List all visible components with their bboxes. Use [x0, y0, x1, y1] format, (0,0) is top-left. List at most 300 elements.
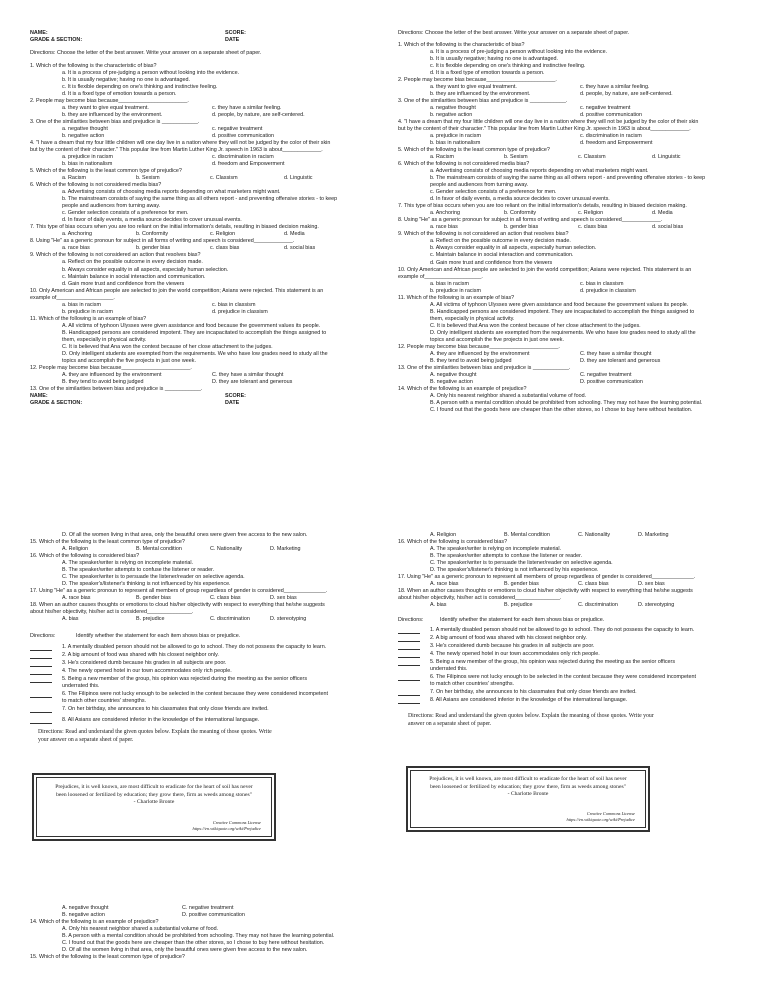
score-label: SCORE: [225, 392, 246, 399]
answer-blank[interactable] [398, 627, 420, 634]
option: A. The speaker/writer is relying on incomplete material. [430, 546, 562, 553]
question: 2. People may become bias because_______________________. [30, 98, 189, 105]
option: D. they are tolerant and generous [212, 378, 293, 385]
answer-blank[interactable] [30, 717, 52, 724]
option: B. they tend to avoid being judged [62, 378, 144, 385]
question: 7. This type of bias occurs when you are too reliant on the initial information's details, resulting in biased decision making. [398, 203, 687, 210]
directions: Directions: Choose the letter of the best answer. Write your answer on a separate sheet of paper. [398, 30, 630, 36]
list-item [30, 717, 330, 724]
option-row [398, 154, 748, 161]
option: d. social bias [652, 224, 684, 231]
option: a. they want to give equal treatment. [62, 105, 149, 112]
option-row [398, 140, 748, 147]
page-top-left [30, 30, 380, 407]
license-title: Creative Commons License [212, 820, 261, 826]
header-row [30, 400, 380, 407]
option: B. The speaker/writer attempts to confuse the listener or reader. [62, 567, 215, 574]
option-row [398, 581, 748, 588]
option: c. class bias [578, 224, 608, 231]
option-row [30, 175, 380, 182]
option-row [30, 112, 380, 119]
option: d. In favor of daily events, a media source decides to cover unusual events. [430, 196, 610, 203]
option: b. negative action [62, 133, 105, 140]
option: a. bias in racism [62, 301, 101, 308]
answer-blank[interactable] [398, 635, 420, 642]
question: about his/her objectivity, his/her act is considered_______________. [30, 609, 194, 616]
identification-list [398, 627, 698, 704]
option: B. Mental condition [504, 532, 550, 538]
option: c. Gender selection consists of a preference for men. [62, 210, 189, 217]
question: 9. Which of the following is not considered an action that resolves bias? [398, 231, 569, 238]
answer-blank[interactable] [398, 689, 420, 696]
option: d. It is a fixed type of emotion towards a person. [430, 70, 545, 77]
option: b. The mainstream consists of saying the same thing as all others report - and preventing offensive stories - to keep [62, 196, 338, 203]
option: B. negative action [62, 912, 105, 919]
option: c. Religion [578, 210, 604, 217]
option-row [398, 84, 748, 91]
question: 17. Using "He" as a generic pronoun to represent all members of group regardless of gender is considered______________. [30, 588, 328, 595]
option: d. Media [652, 210, 673, 217]
option: B. Handicapped persons are considered impotent. They are incapacitated to accomplish the things assigned to [430, 308, 695, 315]
list-item [398, 651, 698, 658]
option: c. Gender selection consists of a preference for men. [430, 189, 557, 196]
option: C. they have a similar thought [212, 371, 284, 378]
question: 10. Only American and African people are selected to join the world competition; Asians were rejected. This statement is an [398, 266, 692, 273]
option: b. negative action [430, 112, 473, 119]
header-row [30, 393, 380, 400]
item-text: 6. The Filipinos were not lucky enough to be selected in the contest because they were considered incompetent to match other countries' strengths. [62, 691, 328, 705]
option: c. they have a similar feeling. [212, 105, 282, 112]
option: b. bias in nationalism [62, 161, 113, 168]
option: a. Advertising consists of choosing media reports depending on what marketers might want. [430, 168, 649, 175]
option: c. they have a similar feeling. [580, 84, 650, 91]
option: d. In favor of daily events, a media source decides to cover unusual events. [62, 217, 242, 224]
question: 13. One of the similarities between bias and prejudice is ____________. [30, 385, 203, 392]
option: D. stereotyping [638, 602, 675, 609]
option: A. race bias [430, 581, 459, 588]
option: C. negative treatment [580, 371, 632, 378]
option: b. Sexism [136, 175, 160, 182]
option: C. I found out that the goods here are cheaper than the other stores, so I chose to buy here without hesitation. [430, 406, 693, 413]
item-text: 4. The newly opened hotel in our town accommodates only rich people. [430, 651, 600, 658]
option-row [398, 91, 748, 98]
item-text: 1. A mentally disabled person should not be allowed to go to school. They do not possess the capacity to learn. [62, 644, 327, 651]
option-row [398, 351, 748, 358]
option-row [398, 112, 748, 119]
name-label: NAME: [30, 392, 48, 399]
answer-blank[interactable] [30, 660, 52, 667]
directions-label: Directions: [30, 633, 56, 640]
question: 2. People may become bias because_______________________. [398, 77, 557, 84]
directions-text: Identify whether the statement for each item shows bias or prejudice. [440, 617, 605, 624]
option: B. prejudice [504, 602, 533, 609]
date-label: DATE [225, 37, 240, 44]
option: c. Maintain balance in social interaction and communication. [62, 273, 206, 280]
question: 8. Using "He" as a generic pronoun for subject in all forms of writing and speech is considered_____________. [398, 217, 663, 224]
item-text: 7. On her birthday, she announces to his classmates that only close friends are invited. [430, 689, 637, 696]
option: D. sex bias [638, 581, 665, 588]
answer-blank[interactable] [398, 651, 420, 658]
item-text: 1. A mentally disabled person should not be allowed to go to school. They do not possess the capacity to learn. [430, 627, 695, 634]
item-text: 6. The Filipinos were not lucky enough to be selected in the contest because they were considered incompetent to match other countries' strengths. [430, 674, 696, 688]
option: B. prejudice [136, 616, 165, 623]
quote-directions: Directions: Read and understand the given quotes below. Explain the meaning of those quotes. Write your answer on a separate sheet of paper. [408, 713, 654, 727]
option: A. race bias [62, 595, 91, 602]
option: A. All victims of typhoon Ulysses were given assistance and food because the government values its people. [430, 301, 689, 308]
option: d. Gain more trust and confidence from the viewers [430, 259, 553, 266]
option: A. negative thought [62, 905, 109, 911]
option: C. It is believed that Ana won the contest because of her close attachment to the judges. [430, 322, 641, 329]
option: d. people, by nature, are self-centered. [580, 91, 673, 98]
option: D. Marketing [270, 546, 301, 553]
question: 6. Which of the following is not considered media bias? [398, 161, 530, 168]
option: b. Conformity [504, 210, 537, 217]
option: A. Only his nearest neighbor shared a substantial volume of food. [430, 392, 587, 399]
header-row [30, 30, 380, 37]
answer-blank[interactable] [30, 691, 52, 698]
item-text: 2. A big amount of food was shared with his closest neighbor only. [430, 635, 587, 642]
option: b. It is usually negative; having no one is advantaged. [430, 56, 558, 63]
grade-label: GRADE & SECTION: [30, 37, 83, 44]
list-item [398, 689, 698, 696]
option: B. The speaker/writer attempts to confuse the listener or reader. [430, 553, 583, 560]
question: 11. Which of the following is an example of bias? [30, 315, 147, 322]
directions: Directions: Choose the letter of the best answer. Write your answer on a separate sheet of paper. [30, 50, 262, 57]
option: c. bias in classism [212, 301, 256, 308]
option-row [30, 595, 380, 602]
option: c. class bias [210, 245, 240, 252]
option: A. Only his nearest neighbor shared a substantial volume of food. [62, 926, 219, 933]
option: A. negative thought [430, 371, 477, 378]
option-row [398, 224, 748, 231]
option-row [398, 372, 748, 379]
option: b. Always consider equality in all aspects, especially human selection. [430, 245, 597, 252]
option-row [30, 161, 380, 168]
option: C. It is believed that Ana won the contest because of her close attachment to the judges. [62, 343, 273, 350]
item-text: 7. On her birthday, she announces to his classmates that only close friends are invited. [62, 706, 269, 713]
option: D. The speaker's/listener's thinking is not influenced by his experience. [62, 581, 231, 588]
option: b. It is usually negative; having no one is advantaged. [62, 77, 190, 84]
list-item [398, 627, 698, 634]
option: people and audiences from turning away. [430, 182, 529, 189]
option: d. freedom and Empowerment [580, 140, 653, 147]
option: c. negative treatment [212, 126, 263, 133]
option: D. Only intelligent students are exempted from the requirements. We who have low grades need to study all the [62, 350, 328, 357]
question: 10. Only American and African people are selected to join the world competition; Asians were rejected. This statement is an [30, 287, 324, 294]
option: D. positive communication [182, 912, 245, 919]
option: b. gender bias [504, 224, 539, 231]
option: C. class bias [210, 595, 241, 602]
list-item [398, 697, 698, 704]
list-item [30, 691, 330, 705]
option: A. Religion [430, 532, 457, 538]
option-row [30, 231, 380, 238]
question: 16. Which of the following is considered bias? [30, 553, 140, 560]
option: a. It is a process of pre-judging a person without looking into the evidence. [430, 49, 608, 56]
option: D. positive communication [580, 378, 643, 385]
option: D. Marketing [638, 532, 669, 538]
option: c. Classism [578, 154, 606, 161]
option-row [398, 358, 748, 365]
license [567, 811, 635, 823]
question: 17. Using "He" as a generic pronoun to represent all members of group regardless of gender is considered______________. [398, 574, 696, 581]
option-row [30, 372, 380, 379]
directions-label: Directions: [398, 617, 424, 624]
answer-blank[interactable] [30, 706, 52, 713]
option: A. bias [62, 616, 79, 623]
option: a. Anchoring [62, 231, 92, 238]
quote-box [406, 766, 650, 832]
option-row [30, 546, 380, 553]
option: B. gender bias [504, 581, 539, 588]
option: C. The speaker/writer is to persuade the listener/reader on selective agenda. [62, 574, 245, 581]
question: example of___________________. [30, 294, 115, 301]
option: a. Reflect on the possible outcome in every decision made. [430, 238, 571, 245]
item-text: 5. Being a new member of the group, his opinion was rejected during the meeting as the senior officers underrated this. [430, 659, 676, 673]
option: A. bias [430, 602, 447, 609]
question: 6. Which of the following is not considered media bias? [30, 182, 162, 189]
question: 11. Which of the following is an example of bias? [398, 294, 515, 301]
item-text: 8. All Asians are considered inferior in the knowledge of the international language. [430, 697, 628, 704]
option: C. Nationality [578, 532, 611, 538]
option: a. Reflect on the possible outcome in every decision made. [62, 259, 203, 266]
answer-blank[interactable] [398, 659, 420, 666]
page-mid-left [30, 532, 380, 744]
quote-directions: Directions: Read and understand the given quotes below. Explain the meaning of those quotes. Write your answer on a separate sheet of paper. [38, 729, 272, 743]
option: a. race bias [62, 245, 90, 252]
item-text: 3. He's considered dumb because his grades in all subjects are poor. [62, 660, 227, 667]
option: B. gender bias [136, 595, 171, 602]
question: 7. This type of bias occurs when you are too reliant on the initial information's details, resulting in biased decision making. [30, 224, 319, 231]
question: 14. Which of the following is an example of prejudice? [30, 919, 159, 926]
question: 16. Which of the following is considered bias? [398, 539, 508, 546]
list-item [398, 659, 698, 673]
answer-blank[interactable] [30, 668, 52, 675]
answer-blank[interactable] [30, 644, 52, 651]
option-row [398, 133, 748, 140]
option: topics and accomplish the five projects in just one week. [62, 357, 196, 364]
option: d. Linguistic [284, 175, 313, 182]
option: C. discrimination [210, 616, 250, 623]
option: b. Conformity [136, 231, 169, 238]
option: a. negative thought [430, 105, 476, 112]
option-row [398, 210, 748, 217]
license-url: https://en.wikiquote.org/wiki/Prejudice [566, 817, 635, 823]
quote-inner [36, 777, 272, 837]
option: c. It is flexible depending on one's thinking and instinctive feeling. [430, 63, 586, 70]
option: B. Mental condition [136, 546, 182, 553]
option-row [398, 532, 748, 539]
option: a. prejudice in racism [62, 154, 113, 161]
option: b. prejudice in racism [62, 308, 113, 315]
page-mid-right [398, 532, 748, 728]
option-row [398, 602, 748, 609]
quote-inner [410, 770, 646, 828]
license-url: https://en.wikiquote.org/wiki/Prejudice [192, 826, 261, 832]
option-row [30, 309, 380, 316]
option: A. they are influenced by the environment [430, 350, 530, 357]
name-label: NAME: [30, 30, 48, 36]
option: d. positive communication [580, 112, 643, 119]
question: example of___________________. [398, 273, 483, 280]
option: d. prejudice in classism [580, 287, 636, 294]
option: a. Anchoring [430, 210, 460, 217]
quote-text: Prejudices, it is well known, are most difficult to eradicate for the heart of soil has never been loosened or fertilized by education; they grow there, firm as weeds among stones" - Charlotte Bronte [55, 784, 253, 806]
list-item [398, 643, 698, 650]
option: a. they want to give equal treatment. [430, 84, 517, 91]
option: D. Of all the women living in that area, only the beautiful ones were given free access to the new salon. [62, 947, 308, 954]
item-text: 5. Being a new member of the group, his opinion was rejected during the meeting as the senior officers underrated this. [62, 676, 308, 690]
option: d. Linguistic [652, 154, 681, 161]
question: 1. Which of the following is the characteristic of bias? [30, 63, 157, 70]
option: c. It is flexible depending on one's thinking and instinctive feeling. [62, 84, 218, 91]
option: C. negative treatment [182, 905, 234, 911]
option: b. Sexism [504, 154, 528, 161]
option: d. freedom and Empowerment [212, 161, 285, 168]
option-row [30, 245, 380, 252]
option-row [30, 379, 380, 386]
option: D. Only intelligent students are exempted from the requirements. We who have low grades need to study all the [430, 329, 696, 336]
option-row [398, 281, 748, 288]
option: B. negative action [430, 378, 473, 385]
answer-blank[interactable] [398, 643, 420, 650]
option-row [398, 105, 748, 112]
option: d. people, by nature, are self-centered. [212, 112, 305, 119]
item-text: 4. The newly opened hotel in our town accommodates only rich people. [62, 668, 232, 675]
question: 5. Which of the following is the least common type of prejudice? [398, 147, 550, 154]
option-row [398, 288, 748, 295]
option-row [30, 616, 380, 623]
answer-blank[interactable] [30, 676, 52, 683]
list-item [30, 676, 330, 690]
option: d. Media [284, 231, 305, 238]
option: B. Handicapped persons are considered impotent. They are incapacitated to accomplish the things assigned to [62, 329, 327, 336]
page-top-right [398, 30, 748, 414]
quote-text: Prejudices, it is well known, are most difficult to eradicate for the heart of soil has never been loosened or fertilized by education; they grow there, firm as weeds among stones" - Charlotte Bronte [429, 776, 627, 798]
question: 4. "I have a dream that my four little children will one day live in a nation where they will not be judged by the color of their skin [398, 119, 699, 126]
option: d. social bias [284, 245, 316, 252]
item-text: 8. All Asians are considered inferior in the knowledge of the international language. [62, 717, 260, 724]
header-row [30, 37, 380, 44]
question: 1. Which of the following is the characteristic of bias? [398, 42, 525, 49]
option: A. The speaker/writer is relying on incomplete material. [62, 560, 194, 567]
question: 3. One of the similarities between bias and prejudice is ____________. [398, 98, 568, 105]
question: 13. One of the similarities between bias and prejudice is ____________. [398, 364, 571, 371]
question: 9. Which of the following is not considered an action that resolves bias? [30, 252, 201, 259]
option: A. All victims of typhoon Ulysses were given assistance and food because the government values its people. [62, 322, 321, 329]
option-row [30, 912, 380, 919]
option: c. discrimination in racism [580, 133, 642, 140]
option: D. The speaker's/listener's thinking is not influenced by his experience. [430, 567, 599, 574]
option: C. discrimination [578, 602, 618, 609]
option: them, especially in physical activity. [430, 315, 515, 322]
identification-list [30, 644, 330, 724]
option: a. Racism [62, 175, 86, 182]
option: C. Nationality [210, 546, 243, 553]
option: d. It is a fixed type of emotion towards a person. [62, 91, 177, 98]
page-bottom-left [30, 905, 380, 961]
score-label: SCORE: [225, 30, 246, 36]
option: them, especially in physical activity. [62, 336, 147, 343]
option: C. I found out that the goods here are cheaper than the other stores, so I chose to buy here without hesitation. [62, 940, 325, 947]
list-item [30, 660, 330, 667]
list-item [30, 706, 330, 713]
option: C. class bias [578, 581, 609, 588]
question: 8. Using "He" as a generic pronoun for subject in all forms of writing and speech is considered_____________. [30, 238, 295, 245]
answer-blank[interactable] [30, 652, 52, 659]
question: 15. Which of the following is the least common type of prejudice? [30, 539, 185, 546]
option: b. they are influenced by the environment. [62, 112, 163, 119]
option: c. Religion [210, 231, 236, 238]
option: D. they are tolerant and generous [580, 357, 661, 364]
option: b. prejudice in racism [430, 287, 481, 294]
option: b. The mainstream consists of saying the same thing as all others report - and preventing offensive stories - to keep [430, 175, 706, 182]
option: B. they tend to avoid being judged [430, 357, 512, 364]
option: a. bias in racism [430, 280, 469, 287]
option: b. Always consider equality in all aspects, especially human selection. [62, 266, 229, 273]
option: C. they have a similar thought [580, 350, 652, 357]
option: c. bias in classism [580, 280, 624, 287]
option: D. stereotyping [270, 616, 307, 623]
date-label: DATE [225, 399, 240, 406]
option: a. Advertising consists of choosing media reports depending on what marketers might want. [62, 189, 281, 196]
option: b. they are influenced by the environment. [430, 91, 531, 98]
option: c. Maintain balance in social interaction and communication. [430, 252, 574, 259]
option: topics and accomplish the five projects in just one week. [430, 336, 564, 343]
answer-blank[interactable] [398, 697, 420, 704]
identification-directions [398, 617, 748, 624]
option: d. prejudice in classism [212, 308, 268, 315]
option-row [30, 905, 380, 912]
quote-box [32, 773, 276, 841]
option: d. Gain more trust and confidence from the viewers [62, 280, 185, 287]
option: A. Religion [62, 546, 89, 553]
license-title: Creative Commons License [586, 811, 635, 817]
option: D. Of all the women living in that area, only the beautiful ones were given free access to the new salon. [62, 532, 308, 538]
option-row [30, 133, 380, 140]
option: A. they are influenced by the environment [62, 371, 162, 378]
list-item [30, 668, 330, 675]
answer-blank[interactable] [398, 674, 420, 681]
option: C. The speaker/writer is to persuade the listener/reader on selective agenda. [430, 560, 613, 567]
option-row [398, 379, 748, 386]
question: 15. Which of the following is the least common type of prejudice? [30, 954, 185, 961]
option: c. negative treatment [580, 105, 631, 112]
question: 12. People may become bias because_______________________. [30, 364, 192, 371]
question: 12. People may become bias because_______________________. [398, 343, 560, 350]
question: 3. One of the similarities between bias and prejudice is ____________. [30, 119, 200, 126]
option: a. prejudice in racism [430, 133, 481, 140]
option-row [30, 126, 380, 133]
option: B. A person with a mental condition should be prohibited from schooling. They may not have the learning potential. [62, 933, 335, 940]
directions-text: Identify whether the statement for each item shows bias or prejudice. [76, 633, 241, 640]
option: B. A person with a mental condition should be prohibited from schooling. They may not have the learning potential. [430, 399, 703, 406]
identification-directions [30, 633, 380, 640]
license [193, 820, 261, 832]
question: 18. When an author causes thoughts or emotions to cloud his/her objectivity with respect to everything that he/she suggests [30, 602, 325, 609]
option: b. bias in nationalism [430, 140, 481, 147]
option: a. race bias [430, 224, 458, 231]
option-row [30, 154, 380, 161]
question: but by the content of their character." This popular line from Martin Luther King Jr. speech in 1963 is about_____________. [398, 126, 691, 133]
item-text: 2. A big amount of food was shared with his closest neighbor only. [62, 652, 219, 659]
question: but by the content of their character." This popular line from Martin Luther King Jr. speech in 1963 is about_____________. [30, 147, 323, 154]
option: c. discrimination in racism [212, 154, 274, 161]
question: 14. Which of the following is an example of prejudice? [398, 385, 527, 392]
option: people and audiences from turning away. [62, 203, 161, 210]
option: c. Classism [210, 175, 238, 182]
option: a. negative thought [62, 126, 108, 133]
